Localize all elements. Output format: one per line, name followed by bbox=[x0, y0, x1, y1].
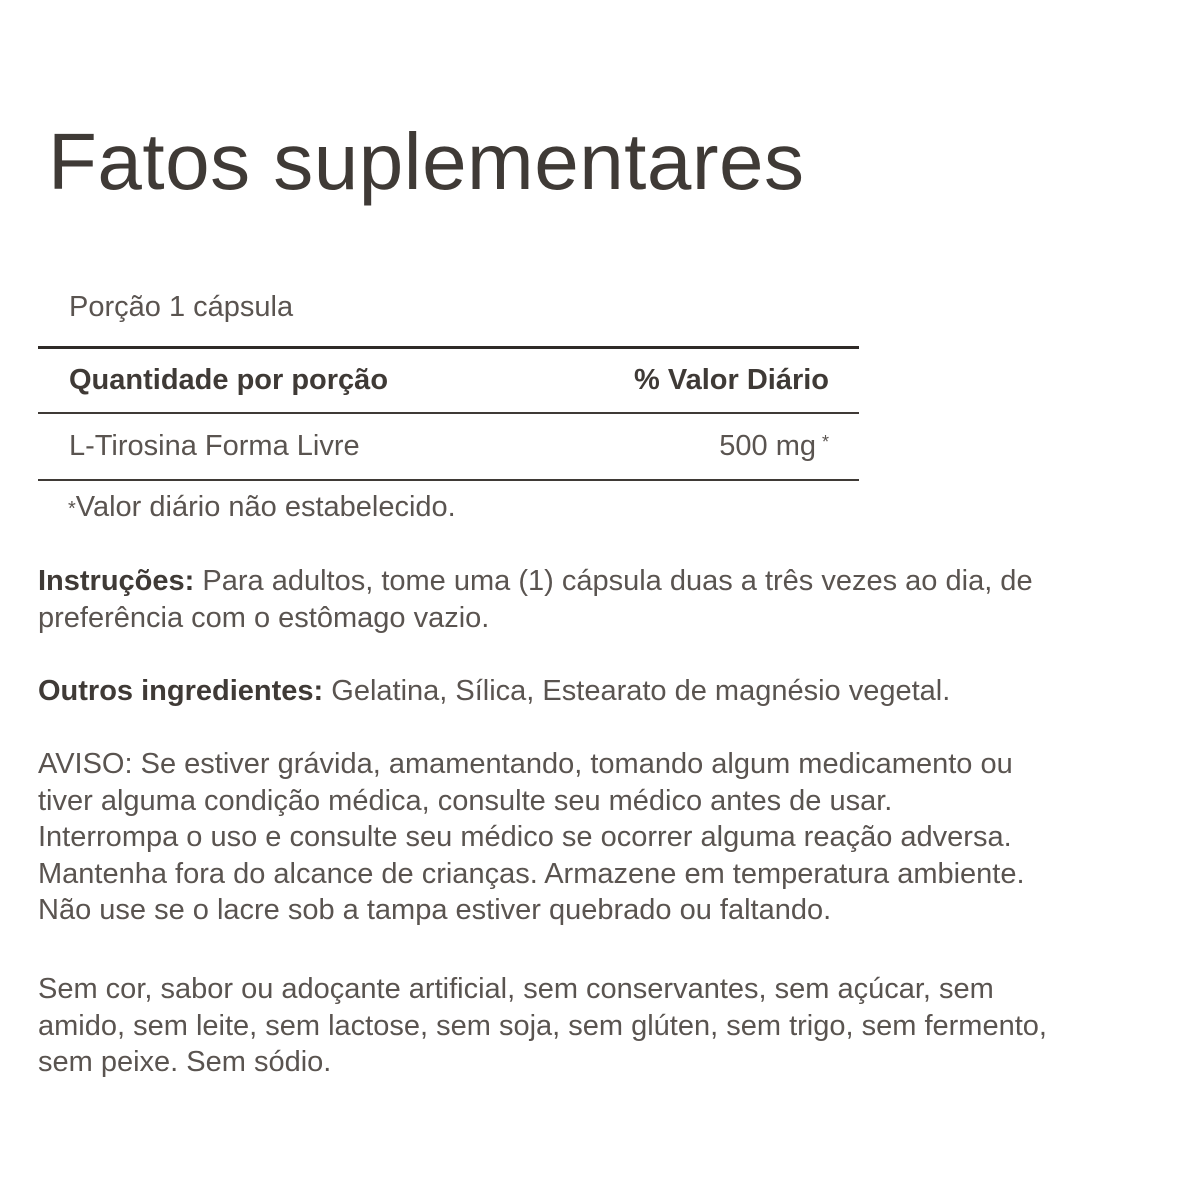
footnote-text: Valor diário não estabelecido. bbox=[75, 491, 456, 523]
claims-line: sem peixe. Sem sódio. bbox=[38, 1046, 332, 1078]
warning-line: AVISO: Se estiver grávida, amamentando, tomando algum medicamento ou bbox=[38, 748, 1013, 780]
serving-size: Porção 1 cápsula bbox=[69, 291, 294, 323]
footnote bbox=[38, 487, 859, 527]
ingredients-paragraph bbox=[38, 673, 1168, 710]
claims-line: Sem cor, sabor ou adoçante artificial, sem conservantes, sem açúcar, sem bbox=[38, 973, 994, 1005]
instructions-text: Para adultos, tome uma (1) cápsula duas a três vezes ao dia, de preferência com o estômago vazio. bbox=[38, 565, 1033, 634]
warning-line: Não use se o lacre sob a tampa estiver quebrado ou faltando. bbox=[38, 894, 832, 926]
warning-line: tiver alguma condição médica, consulte seu médico antes de usar. bbox=[38, 784, 893, 817]
table-row bbox=[38, 414, 859, 479]
table-divider bbox=[38, 479, 859, 481]
footnote-marker: * bbox=[68, 498, 76, 520]
table-header-row bbox=[38, 349, 859, 412]
page-title: Fatos suplementares bbox=[48, 117, 805, 206]
ingredients-label: Outros ingredientes: bbox=[38, 675, 324, 707]
claims-paragraph bbox=[38, 971, 1168, 1081]
warning-line: Interrompa o uso e consulte seu médico se ocorrer alguma reação adversa. bbox=[38, 821, 1012, 853]
amount-per-serving-header: Quantidade por porção bbox=[69, 364, 389, 396]
instructions-label: Instruções: bbox=[38, 565, 195, 597]
claims-line: amido, sem leite, sem lactose, sem soja, sem glúten, sem trigo, sem fermento, bbox=[38, 1009, 1047, 1042]
nutrient-amount: 500 mg bbox=[719, 430, 816, 462]
warning-paragraph bbox=[38, 746, 1168, 929]
nutrient-marker: * bbox=[821, 432, 829, 452]
daily-value-header: % Valor Diário bbox=[633, 364, 829, 396]
instructions-paragraph bbox=[38, 563, 1168, 636]
nutrient-name: L-Tirosina Forma Livre bbox=[69, 430, 360, 462]
nutrient-amount-cell bbox=[719, 430, 829, 463]
supplement-facts-table bbox=[38, 284, 859, 527]
ingredients-text: Gelatina, Sílica, Estearato de magnésio vegetal. bbox=[323, 675, 951, 707]
warning-line: Mantenha fora do alcance de crianças. Armazene em temperatura ambiente. bbox=[38, 857, 1025, 890]
